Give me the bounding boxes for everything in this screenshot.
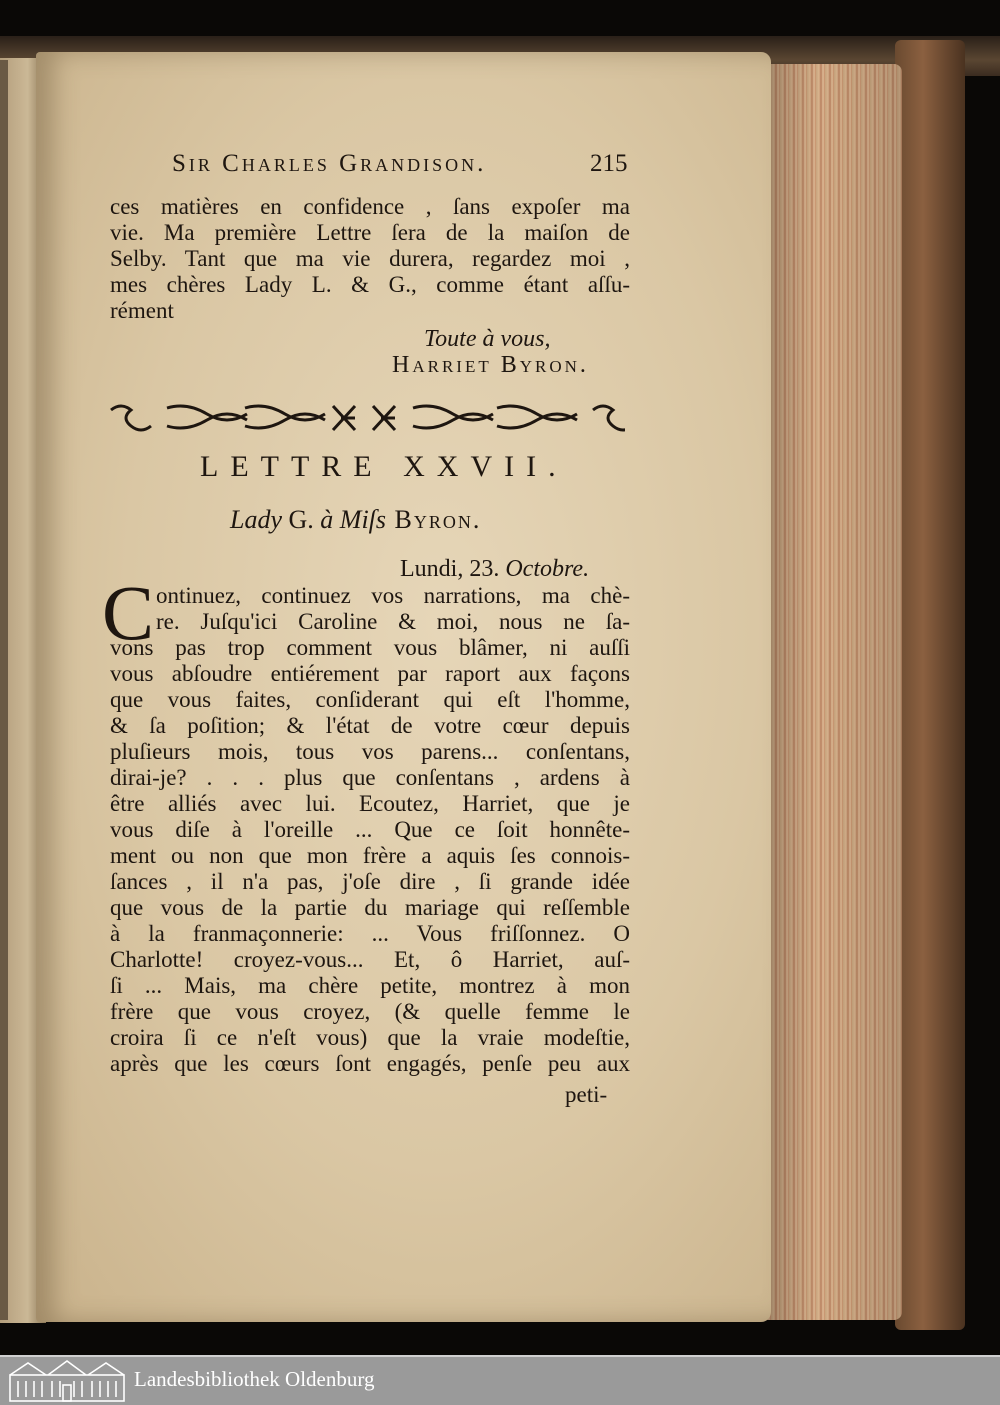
binding-edge bbox=[0, 60, 8, 1320]
signature-name: Harriet Byron. bbox=[392, 352, 589, 378]
text-line: après que les cœurs ſont engagés, penſe peu aux bbox=[110, 1051, 630, 1076]
running-head: Sir Charles Grandison. bbox=[172, 150, 487, 177]
text-line: frère que vous croyez, (& quelle femme le bbox=[110, 999, 630, 1024]
text-line: re. Juſqu'ici Caroline & moi, nous ne ſa- bbox=[156, 609, 630, 634]
catchword: peti- bbox=[565, 1082, 608, 1107]
book-cover-right bbox=[895, 40, 965, 1330]
ornament-band-icon bbox=[105, 400, 625, 436]
salutation bbox=[230, 505, 481, 535]
signature-closing: Toute à vous, bbox=[424, 326, 551, 352]
text-line: ces matières en confidence , ſans expoſer ma bbox=[110, 194, 630, 219]
text-line: Selby. Tant que ma vie durera, regardez moi , bbox=[110, 246, 630, 271]
text-line: Charlotte! croyez-vous... Et, ô Harriet, auſ- bbox=[110, 947, 630, 972]
page-number: 215 bbox=[590, 150, 628, 177]
text-line: croira ſi ce n'eſt vous) que la vraie modeſtie, bbox=[110, 1025, 630, 1050]
fore-edge-shade bbox=[762, 64, 902, 1320]
text-line: que vous de la partie du mariage qui reſſemble bbox=[110, 895, 630, 920]
text-line: ontinuez, continuez vos narrations, ma chè- bbox=[156, 583, 630, 608]
text-line: & ſa poſition; & l'état de votre cœur depuis bbox=[110, 713, 630, 738]
text-line: ſi ... Mais, ma chère petite, montrez à mon bbox=[110, 973, 630, 998]
text-line: à la franmaçonnerie: ... Vous friſſonnez. O bbox=[110, 921, 630, 946]
text-line: pluſieurs mois, tous vos parens... conſentans, bbox=[110, 739, 630, 764]
dateline bbox=[400, 556, 589, 583]
text-line: vie. Ma première Lettre ſera de la maiſon de bbox=[110, 220, 630, 245]
library-building-icon bbox=[8, 1359, 126, 1403]
salutation-name: Byron. bbox=[386, 505, 482, 534]
dateline-day: Lundi, 23. bbox=[400, 556, 506, 582]
letter-body bbox=[110, 635, 630, 1077]
text-line: vons pas trop comment vous blâmer, ni auſſi bbox=[110, 635, 630, 660]
text-line: ſances , il n'a pas, j'oſe dire , ſi grande idée bbox=[110, 869, 630, 894]
library-name: Landesbibliothek Oldenburg bbox=[134, 1367, 375, 1391]
text-line: que vous faites, conſiderant qui eſt l'homme, bbox=[110, 687, 630, 712]
salutation-part: Lady bbox=[230, 505, 282, 534]
drop-cap: C bbox=[102, 569, 155, 656]
previous-letter-text bbox=[110, 194, 630, 324]
text-line: être alliés avec lui. Ecoutez, Harriet, que je bbox=[110, 791, 630, 816]
text-line: dirai-je? . . . plus que conſentans , ardens à bbox=[110, 765, 630, 790]
dateline-month: Octobre. bbox=[505, 556, 590, 582]
text-line: vous diſe à l'oreille ... Que ce ſoit honnête- bbox=[110, 817, 630, 842]
footer-divider bbox=[0, 1355, 1000, 1357]
text-line: ment ou non que mon frère a aquis ſes connois- bbox=[110, 843, 630, 868]
letter-heading: LETTRE XXVII. bbox=[200, 450, 568, 483]
salutation-part: à Miſs bbox=[320, 505, 387, 534]
text-line: vous abſoudre entiérement par raport aux façons bbox=[110, 661, 630, 686]
letter-body-indented bbox=[110, 583, 630, 635]
text-line: mes chères Lady L. & G., comme étant aſſu- bbox=[110, 272, 630, 297]
library-footer bbox=[0, 1355, 1000, 1405]
salutation-part: G. bbox=[282, 505, 321, 534]
text-line: rément bbox=[110, 298, 174, 323]
